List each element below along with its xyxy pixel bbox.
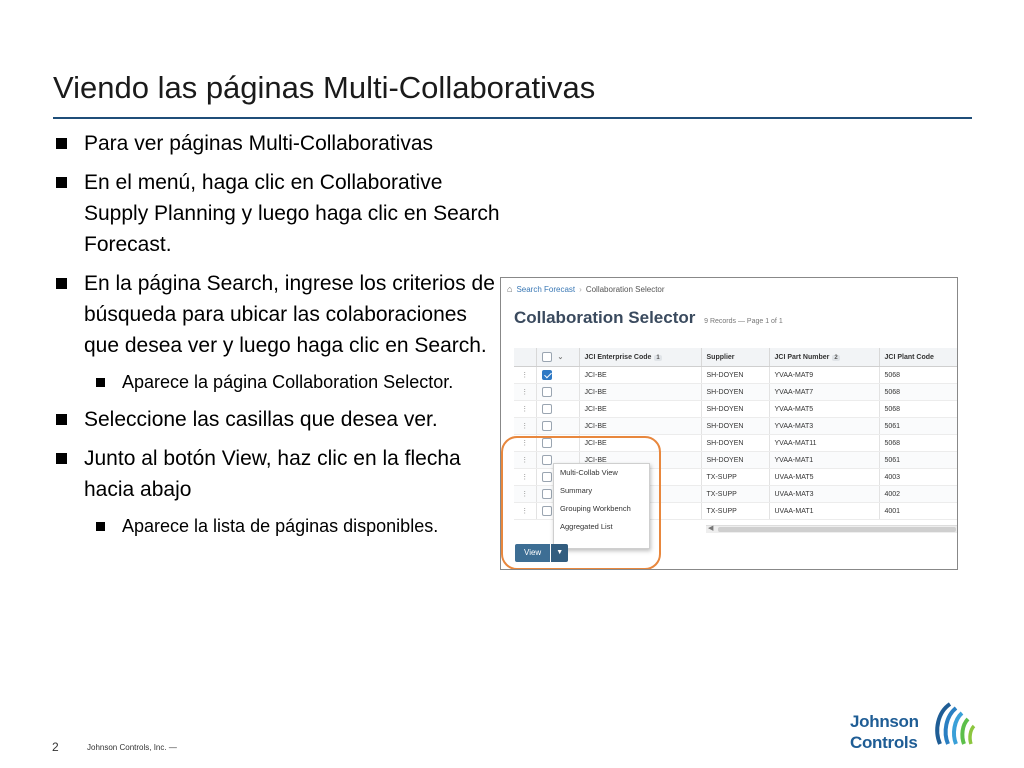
chevron-down-icon[interactable]: ⌄ (557, 353, 564, 361)
cell-supplier: TX-SUPP (701, 486, 769, 503)
cell-supplier: TX-SUPP (701, 503, 769, 520)
view-dropdown-menu (553, 463, 650, 549)
home-icon[interactable]: ⌂ (507, 284, 513, 294)
breadcrumb-current: Collaboration Selector (585, 284, 665, 294)
breadcrumb (507, 284, 665, 294)
row-actions-icon[interactable]: ⋮ (514, 486, 536, 503)
row-checkbox[interactable] (542, 506, 552, 516)
bullet-item: Para ver páginas Multi-Collaborativas (50, 128, 500, 159)
column-header-label: JCI Enterprise Code (584, 353, 652, 361)
cell-supplier: SH-DOYEN (701, 401, 769, 418)
cell-enterprise-code: JCI-BE (579, 401, 701, 418)
logo-mark-icon (930, 700, 978, 750)
row-actions-icon[interactable]: ⋮ (514, 503, 536, 520)
row-select-cell (536, 435, 579, 452)
cell-part-number: YVAA-MAT9 (769, 367, 879, 384)
logo-text-line1: Johnson (850, 712, 919, 731)
cell-plant-code: 5068 (879, 384, 958, 401)
menu-item-multi-collab-view[interactable]: Multi-Collab View (560, 468, 618, 477)
column-header-supplier[interactable]: Supplier (701, 348, 769, 367)
cell-plant-code: 4001 (879, 503, 958, 520)
cell-supplier: SH-DOYEN (701, 367, 769, 384)
cell-supplier: SH-DOYEN (701, 418, 769, 435)
sub-bullet-item: Aparece la lista de páginas disponibles. (90, 513, 500, 540)
row-actions-icon[interactable]: ⋮ (514, 384, 536, 401)
row-select-cell (536, 384, 579, 401)
cell-plant-code: 5068 (879, 367, 958, 384)
table-row[interactable] (514, 384, 958, 401)
logo-text-line2: Controls (850, 733, 918, 752)
chevron-right-icon: › (579, 284, 582, 294)
select-all-checkbox[interactable] (542, 352, 552, 362)
row-checkbox[interactable] (542, 404, 552, 414)
bullet-list (50, 128, 500, 548)
row-checkbox[interactable] (542, 455, 552, 465)
view-dropdown-arrow-button[interactable]: ▼ (551, 544, 568, 562)
row-actions-icon[interactable]: ⋮ (514, 367, 536, 384)
slide-title: Viendo las páginas Multi-Collaborativas (53, 70, 596, 105)
column-header-label: JCI Part Number (774, 353, 830, 361)
cell-part-number: YVAA-MAT7 (769, 384, 879, 401)
cell-part-number: UVAA-MAT1 (769, 503, 879, 520)
page-title-text: Collaboration Selector (514, 308, 696, 327)
table-row[interactable] (514, 435, 958, 452)
sort-order-badge: 1 (656, 354, 660, 361)
cell-plant-code: 5068 (879, 435, 958, 452)
cell-part-number: YVAA-MAT11 (769, 435, 879, 452)
johnson-controls-logo (850, 700, 980, 756)
row-actions-icon[interactable]: ⋮ (514, 435, 536, 452)
cell-supplier: SH-DOYEN (701, 435, 769, 452)
cell-enterprise-code: JCI-BE (579, 418, 701, 435)
sort-order-badge: 2 (834, 354, 838, 361)
cell-enterprise-code: JCI-BE (579, 452, 701, 469)
cell-plant-code: 5068 (879, 401, 958, 418)
page-title (514, 308, 783, 328)
row-checkbox[interactable] (542, 489, 552, 499)
cell-part-number: UVAA-MAT3 (769, 486, 879, 503)
table-row[interactable] (514, 401, 958, 418)
cell-plant-code: 4002 (879, 486, 958, 503)
scroll-left-icon[interactable]: ◀ (708, 525, 714, 532)
cell-plant-code: 5061 (879, 452, 958, 469)
cell-enterprise-code: JCI-BE (579, 367, 701, 384)
table-row[interactable] (514, 367, 958, 384)
page-number: 2 (52, 740, 59, 754)
bullet-item: En la página Search, ingrese los criterios de búsqueda para ubicar las colaboraciones que desea ver y luego haga clic en Search. (50, 268, 500, 361)
cell-supplier: TX-SUPP (701, 469, 769, 486)
row-actions-header (514, 348, 536, 367)
row-checkbox[interactable] (542, 438, 552, 448)
table-header-row (514, 348, 958, 367)
bullet-item: En el menú, haga clic en Collaborative Supply Planning y luego haga clic en Search Forecast. (50, 167, 500, 260)
column-header-enterprise[interactable] (579, 348, 701, 367)
menu-item-grouping-workbench[interactable]: Grouping Workbench (560, 504, 631, 513)
column-header-plant-code[interactable]: JCI Plant Code (879, 348, 958, 367)
row-actions-icon[interactable]: ⋮ (514, 418, 536, 435)
table-row[interactable] (514, 418, 958, 435)
cell-part-number: YVAA-MAT1 (769, 452, 879, 469)
column-header-part-number[interactable] (769, 348, 879, 367)
breadcrumb-link-search-forecast[interactable]: Search Forecast (516, 284, 576, 294)
view-split-button (515, 544, 568, 562)
bullet-item: Junto al botón View, haz clic en la flecha hacia abajo (50, 443, 500, 505)
row-actions-icon[interactable]: ⋮ (514, 469, 536, 486)
menu-item-summary[interactable]: Summary (560, 486, 593, 495)
menu-item-aggregated-list[interactable]: Aggregated List (560, 522, 613, 531)
cell-supplier: SH-DOYEN (701, 384, 769, 401)
row-checkbox[interactable] (542, 472, 552, 482)
row-select-cell (536, 418, 579, 435)
row-checkbox[interactable] (542, 370, 552, 380)
footer-text: Johnson Controls, Inc. — (87, 743, 177, 752)
row-checkbox[interactable] (542, 421, 552, 431)
title-divider (53, 117, 972, 119)
cell-enterprise-code: JCI-BE (579, 384, 701, 401)
row-select-cell (536, 401, 579, 418)
records-count: 9 Records — Page 1 of 1 (704, 318, 783, 325)
cell-part-number: UVAA-MAT5 (769, 469, 879, 486)
row-actions-icon[interactable]: ⋮ (514, 452, 536, 469)
scrollbar-thumb[interactable] (718, 527, 956, 532)
app-screenshot (500, 277, 958, 570)
cell-supplier: SH-DOYEN (701, 452, 769, 469)
row-checkbox[interactable] (542, 387, 552, 397)
row-select-cell (536, 367, 579, 384)
view-button[interactable]: View (515, 544, 550, 562)
cell-plant-code: 5061 (879, 418, 958, 435)
cell-plant-code: 4003 (879, 469, 958, 486)
cell-enterprise-code: JCI-BE (579, 435, 701, 452)
cell-part-number: YVAA-MAT5 (769, 401, 879, 418)
select-all-header[interactable] (536, 348, 579, 367)
bullet-item: Seleccione las casillas que desea ver. (50, 404, 500, 435)
horizontal-scrollbar[interactable] (706, 525, 958, 533)
row-actions-icon[interactable]: ⋮ (514, 401, 536, 418)
cell-part-number: YVAA-MAT3 (769, 418, 879, 435)
sub-bullet-item: Aparece la página Collaboration Selector. (90, 369, 500, 396)
